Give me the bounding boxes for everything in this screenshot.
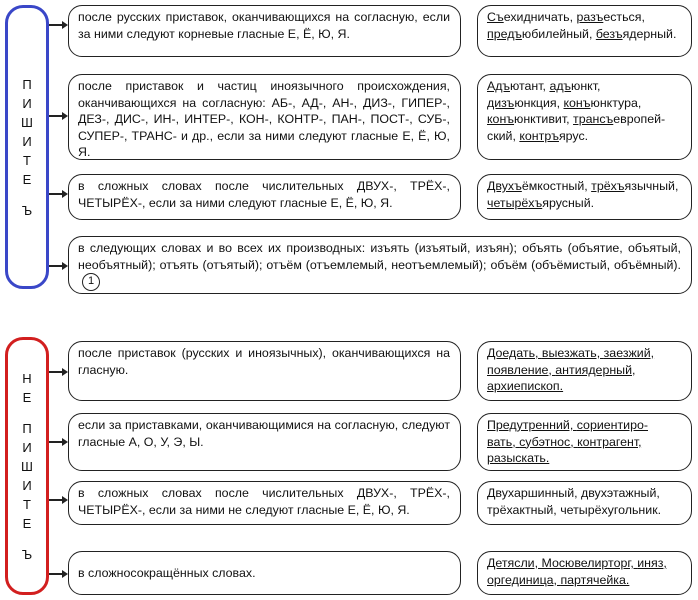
rule-box [68, 5, 461, 57]
underlined-example: Детясли, [487, 556, 542, 570]
example-fragment: юнкция, [514, 95, 564, 110]
underlined-example: иняз, [637, 556, 667, 570]
rule-text: в сложных словах после числительных ДВУХ-, ТРЁХ-, ЧЕТЫРЁХ-, если за ними следуют гласные Е, Ё, Ю, Я. [78, 179, 450, 210]
example-text [487, 79, 665, 143]
arrow-icon [49, 262, 68, 270]
underlined-example: разыскать. [487, 451, 550, 465]
example-box [477, 413, 692, 471]
example-fragment: ярусный. [542, 195, 595, 210]
underlined-example: заезжий, [603, 346, 655, 360]
example-box [477, 5, 692, 57]
arrow-icon [49, 112, 68, 120]
side-letter: Т [23, 496, 31, 512]
rule-text: в сложносокращённых словах. [78, 566, 256, 580]
rule-text: в сложных словах после числительных ДВУХ-, ТРЁХ-, ЧЕТЫРЁХ-, если за ними не следуют гласные Е, Ё, Ю, Я. [78, 486, 450, 517]
rule-text: если за приставками, оканчивающимися на согласную, следуют гласные А, О, У, Э, Ы. [78, 418, 450, 449]
rule-box [68, 413, 461, 471]
rule-text: после приставок и частиц иноязычного происхождения, оканчивающихся на согласную: АБ-, АД-, АН-, ДИЗ-, ГИПЕР-, ДЕЗ-, ДИС-, ИН-, ИНТЕР-, КОН-, КОНТР-, ПАН-, ПОСТ-, СУБ-, СУПЕР-, ТРАНС- и др., если за ними следуют гласные Е, Ё, Ю, Я. [78, 79, 450, 159]
rule-box [68, 481, 461, 525]
example-fragment: ядерный. [622, 26, 677, 41]
side-letter: Е [22, 171, 32, 187]
underlined-example: появление, [487, 362, 556, 377]
footnote-number: 1 [82, 273, 100, 291]
example-box [477, 341, 692, 401]
underlined-example: безъ [595, 26, 623, 41]
underlined-example: антиядерный, [555, 362, 636, 377]
underlined-example: трансъ [573, 112, 614, 126]
underlined-example: партячейка. [560, 572, 630, 587]
side-hard-sign: Ъ [21, 202, 33, 218]
side-letter: И [22, 439, 32, 455]
underlined-example: трёхъ [591, 179, 625, 193]
rule-box [68, 174, 461, 220]
rule-box [68, 341, 461, 401]
underlined-example: разъ [576, 10, 604, 24]
example-fragment: трёхактный, четырёхугольник. [487, 502, 662, 517]
example-text [487, 556, 667, 587]
arrow-icon [49, 570, 68, 578]
side-letter: Е [22, 515, 32, 531]
rule-text: после приставок (русских и иноязычных), оканчивающихся на гласную. [78, 346, 450, 377]
example-box [477, 551, 692, 595]
example-fragment: есться, [603, 10, 645, 24]
underlined-example: Съ [487, 10, 504, 24]
rule-box [68, 551, 461, 595]
arrow-icon [49, 496, 68, 504]
example-text [487, 179, 678, 210]
side-letter: Н [22, 370, 32, 386]
side-letter: И [22, 95, 32, 111]
side-letter: Е [22, 389, 32, 405]
arrow-icon [49, 368, 68, 376]
underlined-example: контрагент, [577, 434, 642, 449]
arrow-icon [49, 190, 68, 198]
example-fragment: ский, [487, 128, 520, 143]
example-text [487, 486, 661, 517]
underlined-example: дизъ [487, 95, 515, 110]
side-letter: П [22, 420, 32, 436]
underlined-example: конъ [487, 112, 515, 126]
side-letter: Ш [21, 114, 33, 130]
example-fragment: юнктивит, [514, 112, 574, 126]
side-letter: И [22, 477, 32, 493]
example-fragment: язычный, [624, 179, 679, 193]
underlined-example: выезжать, [541, 346, 604, 360]
underlined-example: Адъ [487, 79, 510, 93]
side-letter: И [22, 133, 32, 149]
example-box [477, 481, 692, 525]
underlined-example: конъ [563, 95, 591, 110]
underlined-example: контръ [519, 128, 559, 143]
underlined-example: Доедать, [487, 346, 542, 360]
example-text [487, 346, 654, 393]
example-fragment: ярус. [558, 128, 589, 143]
underlined-example: сориентиро- [576, 418, 648, 432]
underlined-example: четырёхъ [487, 195, 543, 210]
rule-text: в следующих словах и во всех их производных: изъять (изъятый, изъян); объять (объятие, объятый, необъятный); отъять (отъятый); отъём (отъемлемый, неотъемлемый); объём (объёмистый, объёмный). [78, 241, 681, 272]
example-fragment: европей- [613, 112, 666, 126]
rule-box [68, 74, 461, 160]
example-fragment: юнкт, [571, 79, 601, 93]
underlined-example: архиепископ. [487, 379, 564, 393]
underlined-example: Двухъ [487, 179, 522, 193]
example-fragment: ютант, [509, 79, 550, 93]
side-letter: П [22, 76, 32, 92]
example-fragment: Двухаршинный, двухэтажный, [487, 486, 660, 500]
example-text [487, 418, 648, 465]
side-hard-sign: Ъ [21, 546, 33, 562]
rule-box [68, 236, 692, 294]
example-text [487, 10, 676, 41]
underlined-example: оргединица, [487, 572, 561, 587]
underlined-example: адъ [549, 79, 572, 93]
rule-text: после русских приставок, оканчивающихся на согласную, если за ними следуют корневые гласные Е, Ё, Ю, Я. [78, 10, 450, 41]
underlined-example: субэтнос, [519, 434, 578, 449]
example-box [477, 174, 692, 220]
underlined-example: вать, [487, 434, 520, 449]
example-fragment: ёмкостный, [521, 179, 592, 193]
underlined-example: предъ [487, 26, 522, 41]
example-fragment: юнктура, [590, 95, 642, 110]
underlined-example: Мосювелирторг, [541, 556, 638, 570]
write-hard-sign-label [5, 5, 49, 289]
side-letter: Ш [21, 458, 33, 474]
example-fragment: ехидничать, [503, 10, 577, 24]
arrow-icon [49, 21, 68, 29]
underlined-example: Предутренний, [487, 418, 577, 432]
side-letter: Т [23, 152, 31, 168]
example-box [477, 74, 692, 160]
example-fragment: юбилейный, [521, 26, 596, 41]
arrow-icon [49, 438, 68, 446]
dont-write-hard-sign-label [5, 337, 49, 595]
